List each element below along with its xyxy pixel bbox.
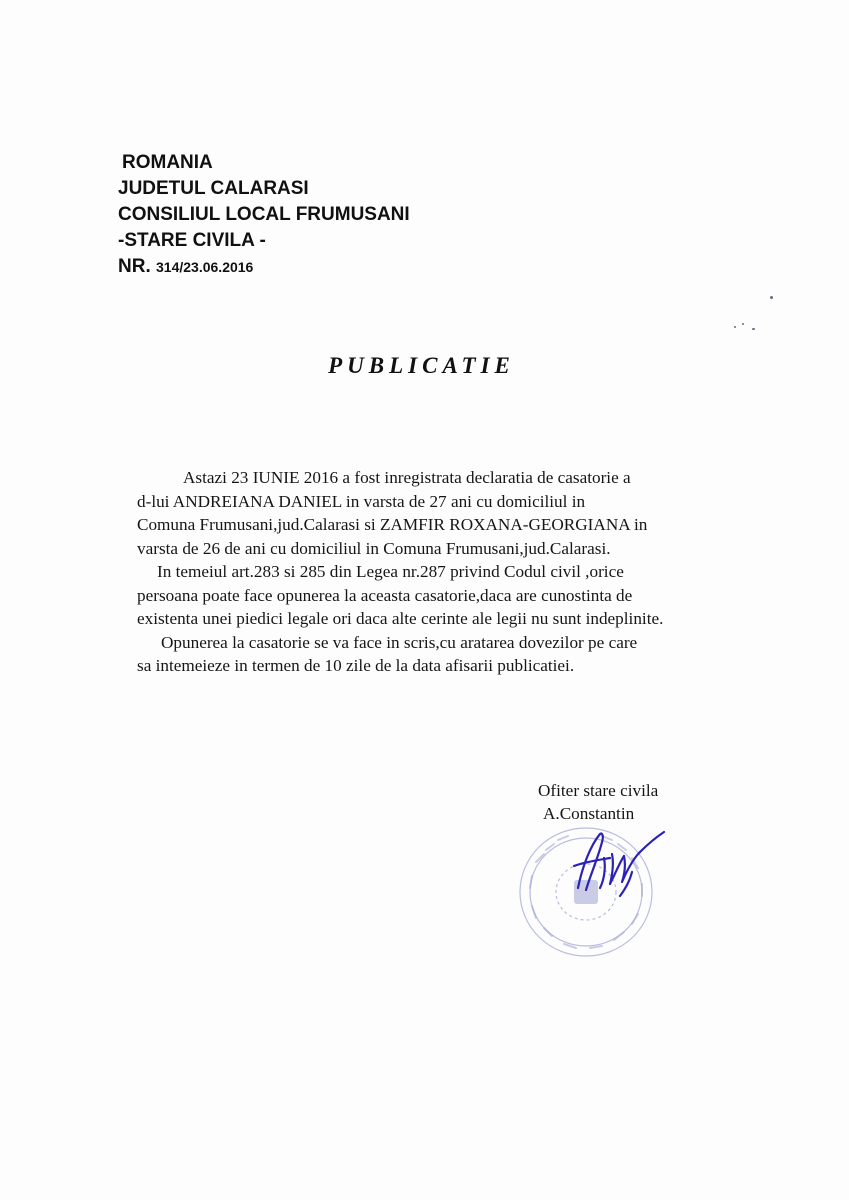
header-country: ROMANIA [122,152,213,173]
header-department: -STARE CIVILA - [118,230,266,251]
header-council: CONSILIUL LOCAL FRUMUSANI [118,204,410,225]
signature-icon [560,828,670,898]
document-title-text: PUBLICATIE [328,353,515,378]
signoff-role: Ofiter stare civila [538,781,659,800]
body-paragraph-1-line-4: varsta de 26 de ani cu domiciliul in Comuna Frumusani,jud.Calarasi. [137,538,611,558]
body-paragraph-1-line-2: d-lui ANDREIANA DANIEL in varsta de 27 ani cu domiciliul in [137,491,586,511]
scan-speck [742,323,744,325]
header-county: JUDETUL CALARASI [118,178,309,199]
scan-speck [734,326,736,328]
header-registration-number [118,254,410,280]
body-paragraph-1-line-3: Comuna Frumusani,jud.Calarasi si ZAMFIR ROXANA-GEORGIANA in [137,515,648,534]
body-paragraph-2-line-2: persoana poate face opunerea la aceasta casatorie,daca are cunostinta de [137,585,633,605]
body-paragraph-1-line-1: Astazi 23 IUNIE 2016 a fost inregistrata declaratia de casatorie a [183,468,631,487]
registration-number-label: NR. [118,256,151,277]
signoff-block [538,779,658,825]
scan-speck [752,328,755,330]
body-paragraph-2-line-1: In temeiul art.283 si 285 din Legea nr.287 privind Codul civil ,orice [157,562,624,581]
body-paragraph-3-line-2: sa intemeieze in termen de 10 zile de la data afisarii publicatiei. [137,656,575,675]
registration-number-value: 314/23.06.2016 [156,259,254,275]
body-paragraph-3-line-1: Opunerea la casatorie se va face in scris,cu aratarea dovezilor pe care [161,632,638,652]
document-body [137,466,697,678]
document-title [0,353,849,379]
body-paragraph-2-line-3: existenta unei piedici legale ori daca alte cerinte ale legii nu sunt indeplinite. [137,609,664,628]
signoff-name: A.Constantin [543,804,635,823]
scan-speck [770,296,773,299]
institution-header [118,150,410,280]
